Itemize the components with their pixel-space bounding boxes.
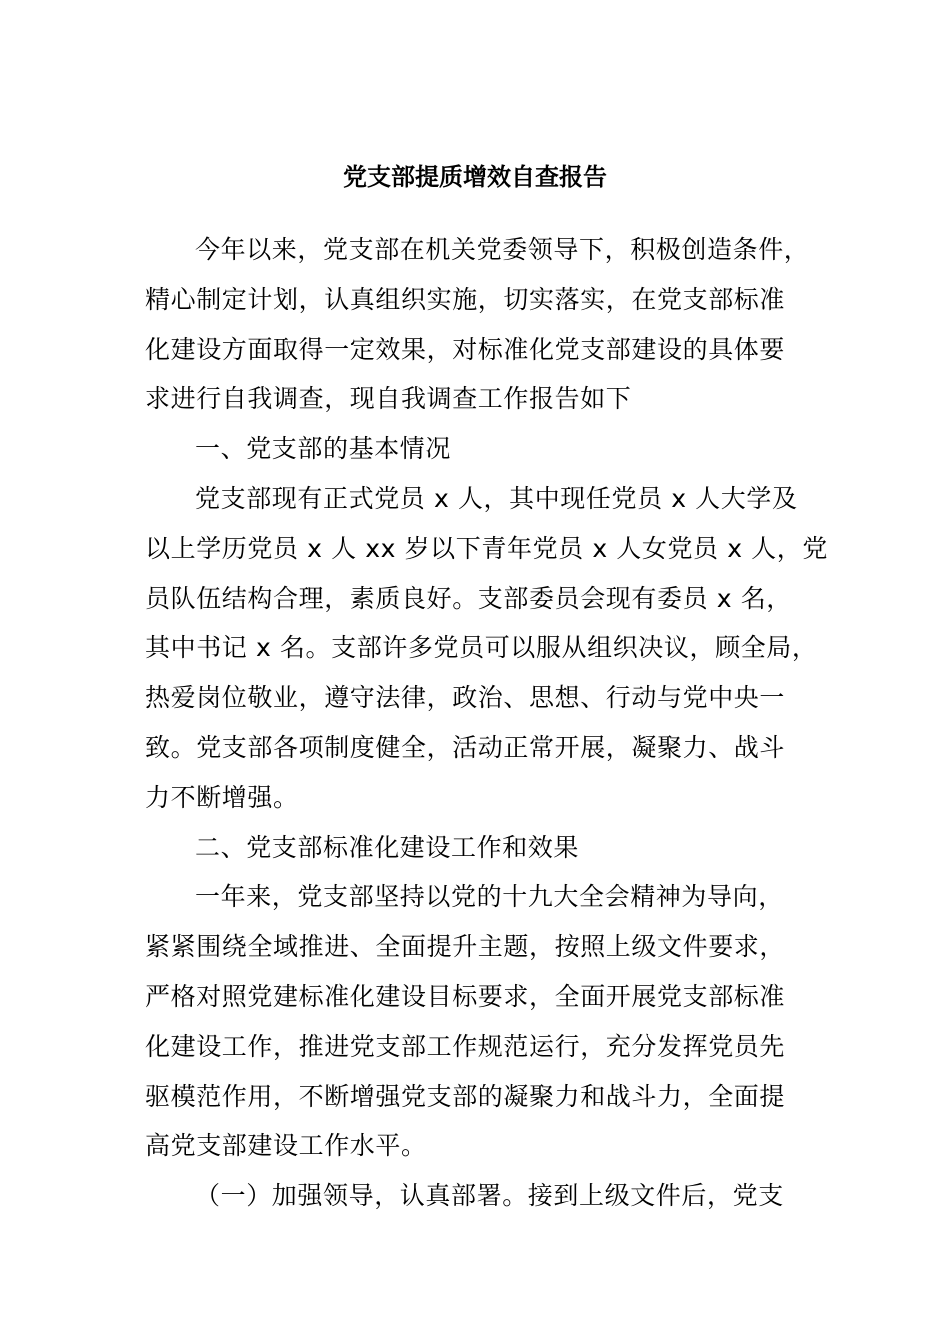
text-line: 高党支部建设工作水平。 <box>145 1131 427 1161</box>
text-line: 致。党支部各项制度健全，活动正常开展，凝聚力、战斗 <box>145 732 786 762</box>
text-line: 党支部现有正式党员 x 人，其中现任党员 x 人大学及 <box>195 483 798 513</box>
text-line: 热爱岗位敬业，遵守法律，政治、思想、行动与党中央一 <box>145 683 786 713</box>
text-line: 精心制定计划，认真组织实施，切实落实，在党支部标准 <box>145 284 786 314</box>
text-line: 驱模范作用，不断增强党支部的凝聚力和战斗力，全面提 <box>145 1081 786 1111</box>
text-line: 化建设工作，推进党支部工作规范运行，充分发挥党员先 <box>145 1031 786 1061</box>
text-line: 今年以来，党支部在机关党委领导下，积极创造条件， <box>195 235 810 264</box>
text-line: 紧紧围绕全域推进、全面提升主题，按照上级文件要求， <box>145 932 786 962</box>
text-line: 二、党支部标准化建设工作和效果 <box>195 832 580 862</box>
text-line: 一、党支部的基本情况 <box>195 434 452 464</box>
text-line: 化建设方面取得一定效果，对标准化党支部建设的具体要 <box>145 334 786 364</box>
text-line: （一）加强领导，认真部署。接到上级文件后，党支 <box>195 1181 784 1211</box>
text-line: 员队伍结构合理，素质良好。支部委员会现有委员 x 名， <box>145 583 792 613</box>
document-body <box>145 225 845 1221</box>
text-line: 力不断增强。 <box>145 782 299 812</box>
text-line: 严格对照党建标准化建设目标要求，全面开展党支部标准 <box>145 981 786 1011</box>
document-title: 党支部提质增效自查报告 <box>343 163 607 191</box>
text-line: 以上学历党员 x 人 xx 岁以下青年党员 x 人女党员 x 人，党 <box>145 533 828 563</box>
text-line: 求进行自我调查，现自我调查工作报告如下 <box>145 384 632 414</box>
text-line: 一年来，党支部坚持以党的十九大全会精神为导向， <box>195 882 784 912</box>
text-line: 其中书记 x 名。支部许多党员可以服从组织决议，顾全局， <box>145 633 818 663</box>
